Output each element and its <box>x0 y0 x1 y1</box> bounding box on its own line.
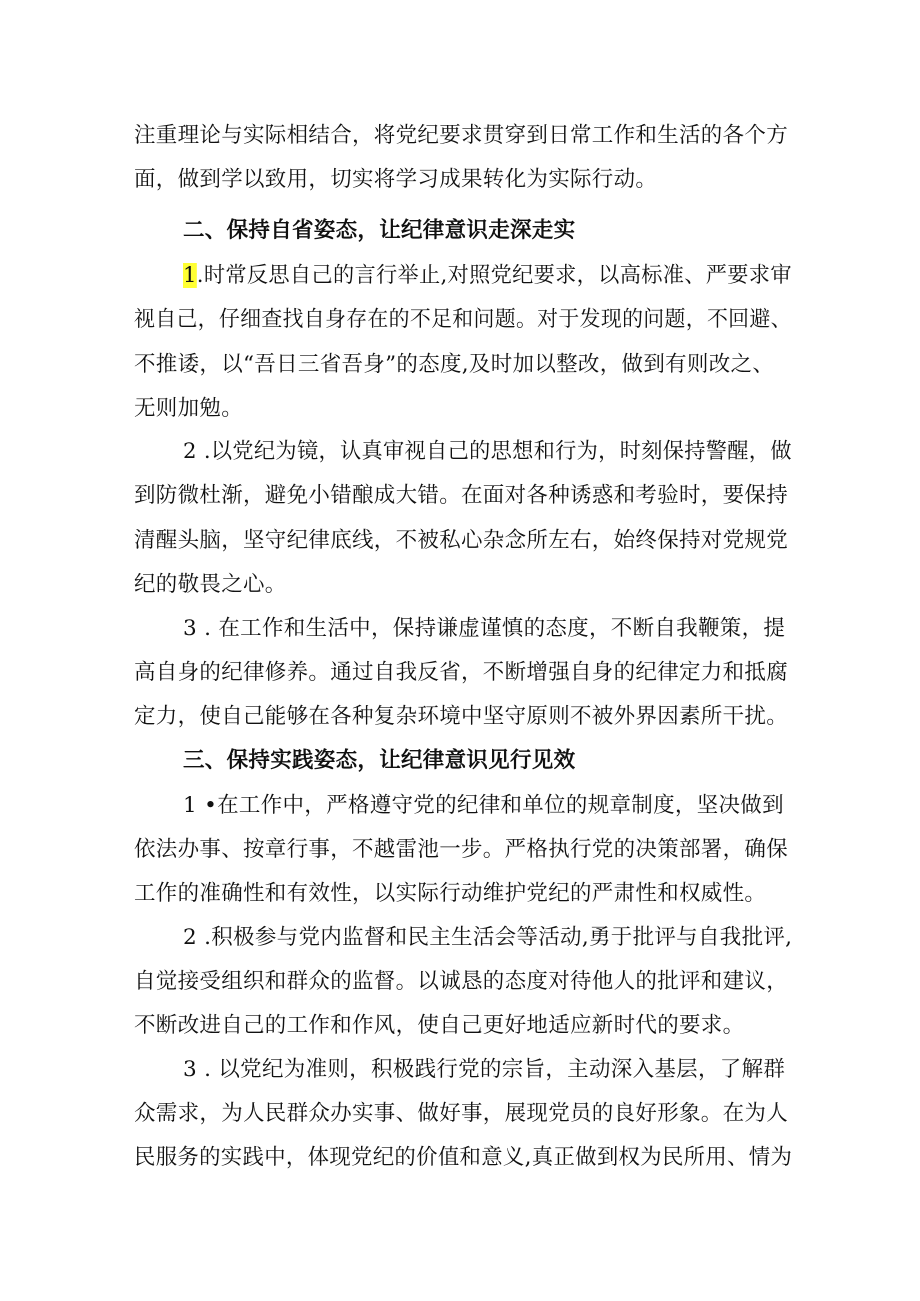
highlighted-item-number: 1 <box>183 263 197 288</box>
paragraph-line: 不推诿，以“吾日三省吾身”的态度,及时加以整改，做到有则改之、 <box>134 352 775 377</box>
paragraph-line: 无则加勉。 <box>134 396 244 421</box>
section-heading-2: 二、保持自省姿态，让纪律意识走深走实 <box>183 218 576 243</box>
section-heading-3: 三、保持实践姿态，让纪律意识见行见效 <box>183 748 576 773</box>
paragraph-line: 工作的准确性和有效性，以实际行动维护党纪的严肃性和权威性。 <box>134 881 767 906</box>
paragraph-line: 定力，使自己能够在各种复杂环境中坚守原则不被外界因素所干扰。 <box>134 704 789 729</box>
paragraph-line: 3 . 以党纪为准则，积极践行党的宗旨，主动深入基层，了解群 <box>183 1057 786 1082</box>
paragraph-line: 2 .以党纪为镜，认真审视自己的思想和行为，时刻保持警醒，做 <box>183 439 792 464</box>
paragraph-line: 民服务的实践中，体现党纪的价值和意义,真正做到权为民所用、情为 <box>134 1145 793 1170</box>
paragraph-line: 纪的敬畏之心。 <box>134 572 287 597</box>
paragraph-line: 1 •在工作中，严格遵守党的纪律和单位的规章制度，坚决做到 <box>183 793 784 818</box>
paragraph-line: 到防微杜渐，避免小错酿成大错。在面对各种诱惑和考验时，要保持 <box>134 483 789 508</box>
paragraph-line: 面，做到学以致用，切实将学习成果转化为实际行动。 <box>134 167 658 192</box>
paragraph-line: 众需求，为人民群众办实事、做好事，展现党员的良好形象。在为人 <box>134 1101 789 1126</box>
paragraph-line: 清醒头脑，坚守纪律底线，不被私心杂念所左右，始终保持对党规党 <box>134 528 789 553</box>
paragraph-line: 自觉接受组织和群众的监督。以诚恳的态度对待他人的批评和建议， <box>134 969 789 994</box>
paragraph-line <box>183 261 792 291</box>
paragraph-line: 依法办事、按章行事，不越雷池一步。严格执行党的决策部署，确保 <box>134 837 789 862</box>
paragraph-line: 视自己，仔细查找自身存在的不足和问题。对于发现的问题，不回避、 <box>134 307 792 332</box>
paragraph-line: 不断改进自己的工作和作风，使自己更好地适应新时代的要求。 <box>134 1013 745 1038</box>
paragraph-line: 3 . 在工作和生活中，保持谦虚谨慎的态度，不断自我鞭策，提 <box>183 616 786 641</box>
paragraph-line: 高自身的纪律修养。通过自我反省，不断增强自身的纪律定力和抵腐 <box>134 660 789 685</box>
paragraph-line: 注重理论与实际相结合，将党纪要求贯穿到日常工作和生活的各个方 <box>134 123 789 148</box>
paragraph-line: 2 .积极参与党内监督和民主生活会等活动,勇于批评与自我批评, <box>183 925 793 950</box>
paragraph-text: .时常反思自己的言行举止,对照党纪要求，以高标准、严要求审 <box>196 263 792 288</box>
